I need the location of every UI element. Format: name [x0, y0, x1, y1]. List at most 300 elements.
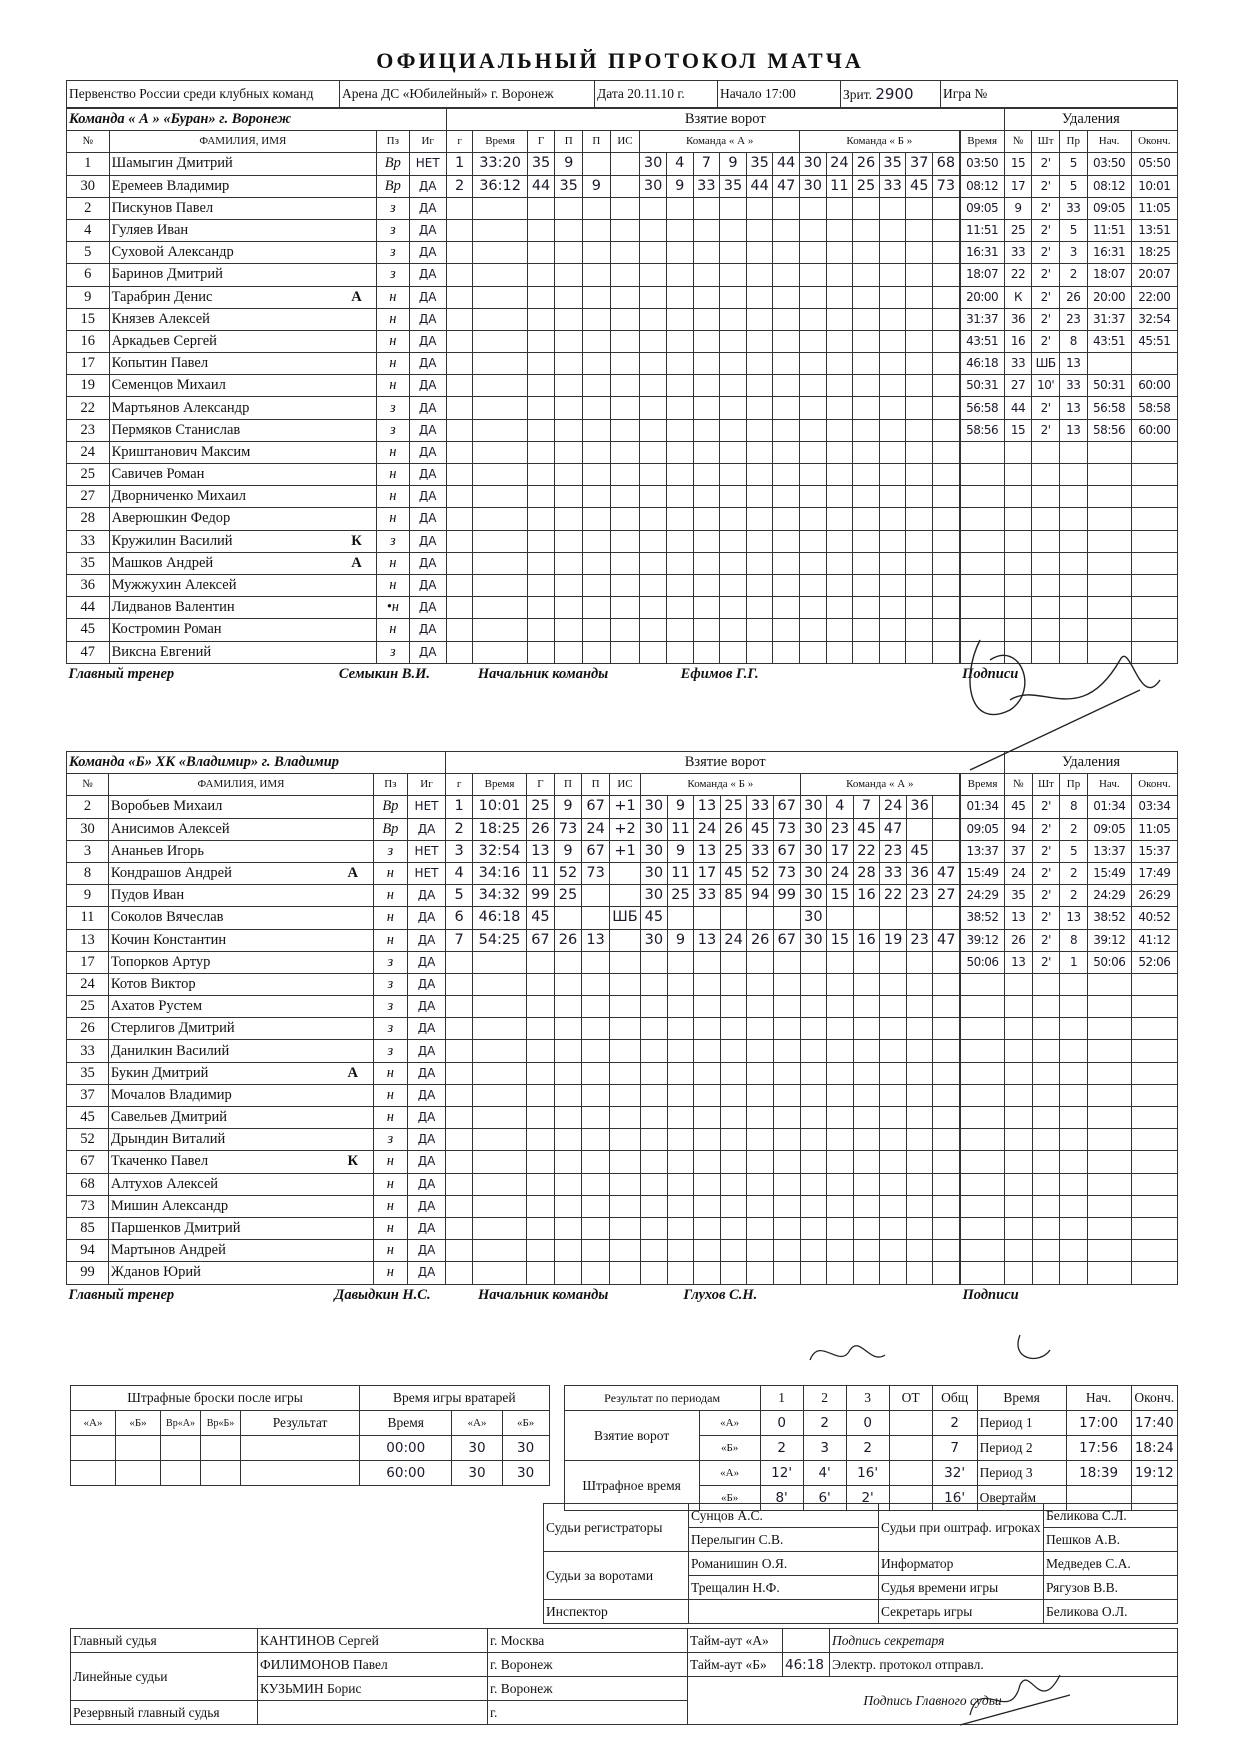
penalty-cell: 45:51: [1131, 330, 1177, 352]
player-name: Соколов Вячеслав: [108, 907, 332, 929]
inspector: [689, 1600, 879, 1624]
penalty-cell: 5: [1060, 840, 1088, 862]
team-chief-label: Начальник команды: [478, 1286, 609, 1303]
player-name: Кружилин Василий: [109, 530, 337, 552]
player-position: н: [374, 885, 408, 907]
player-name: Тарабрин Денис: [109, 286, 337, 308]
goals-header-a: Взятие ворот: [446, 109, 1004, 131]
player-name: Ткаченко Павел: [108, 1151, 332, 1173]
captain-mark: [337, 441, 377, 463]
penalty-cell: 24:29: [1087, 885, 1131, 907]
player-number: 44: [67, 597, 110, 619]
captain-mark: [332, 929, 373, 951]
on-ice-own: 30: [641, 840, 668, 862]
goal-no: 1: [446, 796, 473, 818]
penalty-cell: 2': [1032, 419, 1060, 441]
linesman-1: ФИЛИМОНОВ Павел: [258, 1653, 488, 1677]
player-row: [67, 508, 1178, 530]
goal-no: 1: [446, 153, 473, 175]
player-name: Мартынов Андрей: [108, 1240, 332, 1262]
goal-time: 46:18: [472, 907, 526, 929]
team-a-section: [66, 108, 1178, 685]
date: Дата 20.11.10 г.: [595, 81, 718, 108]
penalty-cell: 2': [1032, 308, 1060, 330]
pim-b-total: 16': [932, 1486, 977, 1511]
on-ice-other: 37: [906, 153, 933, 175]
col-time: Время: [472, 774, 526, 796]
player-position: з: [377, 264, 409, 286]
on-ice-other: 73: [933, 175, 960, 197]
player-row: [67, 1195, 1178, 1217]
on-ice-other: 24: [880, 796, 907, 818]
goal-no: 3: [446, 840, 473, 862]
player-played: ДА: [409, 619, 446, 641]
player-played: ДА: [409, 264, 446, 286]
player-row: [67, 1173, 1178, 1195]
on-ice-own: [747, 907, 774, 929]
player-position: н: [377, 441, 409, 463]
goal-assist2: [582, 885, 610, 907]
tournament: Первенство России среди клубных команд: [67, 81, 340, 108]
on-ice-own: 9: [667, 840, 694, 862]
period-1-header: 1: [760, 1386, 803, 1411]
sh-vra: Вр«А»: [161, 1411, 201, 1436]
penalty-cell: 43:51: [960, 330, 1004, 352]
player-number: 15: [67, 308, 110, 330]
captain-mark: [337, 486, 377, 508]
player-number: 99: [67, 1262, 109, 1284]
col-no: №: [67, 774, 109, 796]
player-number: 19: [67, 375, 110, 397]
player-number: 30: [67, 175, 110, 197]
goal-situation: [609, 862, 640, 884]
penalty-cell: 2': [1032, 219, 1060, 241]
player-row: [67, 1217, 1178, 1239]
player-number: 22: [67, 397, 110, 419]
secretary-signature-label: Подпись секретаря: [830, 1629, 1178, 1653]
player-name: Машков Андрей: [109, 552, 337, 574]
goal-situation: ШБ: [609, 907, 640, 929]
on-ice-other: 45: [906, 175, 933, 197]
gk-a-label: «А»: [452, 1411, 502, 1436]
captain-mark: [337, 397, 377, 419]
player-row: [67, 353, 1178, 375]
penalty-cell: 8: [1060, 929, 1088, 951]
captain-mark: А: [332, 862, 373, 884]
penalty-cell: 16:31: [1087, 242, 1131, 264]
player-name: Виксна Евгений: [109, 641, 337, 663]
player-name: Гуляев Иван: [109, 219, 337, 241]
on-ice-own: 67: [773, 796, 800, 818]
signature-label: Подписи: [962, 665, 1019, 682]
penalty-cell: 17: [1004, 175, 1032, 197]
player-row: [67, 375, 1178, 397]
captain-mark: [337, 574, 377, 596]
captain-mark: [337, 464, 377, 486]
penalty-cell: 15: [1004, 419, 1032, 441]
on-ice-own: 85: [720, 885, 747, 907]
penalty-cell: 35: [1005, 885, 1033, 907]
pim-a-p3: 16': [846, 1461, 889, 1486]
player-played: ДА: [407, 1129, 446, 1151]
penalty-cell: 2': [1032, 929, 1060, 951]
captain-mark: [332, 1084, 373, 1106]
penalty-cell: 01:34: [1087, 796, 1131, 818]
on-ice-other: 68: [933, 153, 960, 175]
penalty-cell: 2': [1032, 286, 1060, 308]
page-title: ОФИЦИАЛЬНЫЙ ПРОТОКОЛ МАТЧА: [376, 48, 864, 73]
goal-assist1: [554, 907, 582, 929]
penalty-judge-2: Пешков А.В.: [1044, 1528, 1178, 1552]
player-row: [67, 1129, 1178, 1151]
sh-a: «А»: [71, 1411, 116, 1436]
player-number: 3: [67, 840, 109, 862]
captain-mark: К: [337, 530, 377, 552]
penalty-cell: 22: [1004, 264, 1032, 286]
captain-mark: [337, 308, 377, 330]
goals-b-p2: 3: [803, 1436, 846, 1461]
player-row: [67, 1107, 1178, 1129]
informer: Медведев С.А.: [1044, 1552, 1178, 1576]
on-ice-own: 45: [720, 862, 747, 884]
penalty-cell: 9: [1004, 197, 1032, 219]
captain-mark: [337, 242, 377, 264]
player-row: [67, 929, 1178, 951]
player-name: Ананьев Игорь: [108, 840, 332, 862]
penalty-cell: 24:29: [961, 885, 1005, 907]
on-ice-other: 35: [879, 153, 906, 175]
signature-scribble-a: [950, 620, 1180, 790]
main-referee-city: г. Москва: [488, 1629, 688, 1653]
col-assist1: П: [554, 774, 582, 796]
captain-mark: [332, 885, 373, 907]
goals-b-p3: 2: [846, 1436, 889, 1461]
player-played: ДА: [407, 951, 446, 973]
team-a-title: Команда « А » «Буран» г. Воронеж: [67, 109, 447, 131]
col-pen-pr: Пр: [1060, 774, 1088, 796]
player-position: н: [374, 1151, 408, 1173]
penalty-cell: 60:00: [1131, 419, 1177, 441]
goal-scorer: 99: [527, 885, 555, 907]
penalty-cell: 13: [1059, 397, 1087, 419]
col-played: Иг: [407, 774, 446, 796]
player-position: н: [374, 1195, 408, 1217]
player-position: з: [377, 397, 409, 419]
penalty-cell: 13: [1059, 419, 1087, 441]
player-name: Мартьянов Александр: [109, 397, 337, 419]
signature-scribble-b: [790, 1330, 1090, 1375]
player-played: ДА: [409, 375, 446, 397]
col-played: Иг: [409, 131, 446, 153]
player-number: 9: [67, 885, 109, 907]
penalty-cell: 09:05: [1087, 197, 1131, 219]
on-ice-other: 30: [800, 907, 827, 929]
head-coach-label: Главный тренер: [68, 1286, 175, 1303]
on-ice-own: 26: [747, 929, 774, 951]
player-row: [67, 1040, 1178, 1062]
player-position: н: [374, 1062, 408, 1084]
penalty-cell: 94: [1005, 818, 1033, 840]
goal-assist1: 25: [554, 885, 582, 907]
penalty-cell: 16: [1004, 330, 1032, 352]
on-ice-other: 23: [827, 818, 854, 840]
col-g: г: [446, 774, 473, 796]
main-referee: КАНТИНОВ Сергей: [258, 1629, 488, 1653]
col-g: г: [446, 131, 473, 153]
inspector-label: Инспектор: [544, 1600, 689, 1624]
penalty-cell: 5: [1059, 153, 1087, 175]
on-ice-own: 11: [667, 818, 694, 840]
goal-situation: +1: [609, 796, 640, 818]
penalty-cell: 8: [1060, 796, 1088, 818]
player-number: 11: [67, 907, 109, 929]
player-position: •н: [377, 597, 409, 619]
penalty-cell: 20:07: [1131, 264, 1177, 286]
player-name: Паршенков Дмитрий: [108, 1217, 332, 1239]
player-number: 45: [67, 1107, 109, 1129]
penalty-cell: 20:00: [1087, 286, 1131, 308]
player-played: ДА: [409, 464, 446, 486]
player-played: ДА: [409, 597, 446, 619]
player-played: НЕТ: [407, 840, 446, 862]
penalty-cell: 58:56: [1087, 419, 1131, 441]
player-position: н: [374, 1084, 408, 1106]
penalty-cell: 2: [1060, 885, 1088, 907]
player-played: НЕТ: [407, 862, 446, 884]
col-name: ФАМИЛИЯ, ИМЯ: [108, 774, 373, 796]
captain-mark: [332, 1018, 373, 1040]
player-position: н: [377, 353, 409, 375]
penalty-cell: 2': [1032, 951, 1060, 973]
on-ice-own: 52: [747, 862, 774, 884]
gk-row1-time: 00:00: [360, 1436, 452, 1461]
player-row: [67, 441, 1178, 463]
on-ice-other: 30: [799, 153, 826, 175]
penalty-judge-1: Беликова С.Л.: [1044, 1504, 1178, 1528]
goal-scorer: 13: [527, 840, 555, 862]
goal-situation: [609, 929, 640, 951]
col-pen-start: Нач.: [1087, 774, 1131, 796]
officials-table: [543, 1503, 1178, 1624]
goals-b-p1: 2: [760, 1436, 803, 1461]
player-name: Ахатов Рустем: [108, 996, 332, 1018]
player-played: ДА: [407, 1062, 446, 1084]
penalty-cell: 15: [1004, 153, 1032, 175]
signature-label: Подписи: [962, 1286, 1019, 1303]
penalty-cell: 31:37: [960, 308, 1004, 330]
player-played: ДА: [407, 1107, 446, 1129]
sh-result: Результат: [241, 1411, 360, 1436]
player-row: [67, 219, 1178, 241]
penalty-cell: 2: [1060, 818, 1088, 840]
col-pen-end: Оконч.: [1131, 774, 1177, 796]
player-number: 16: [67, 330, 110, 352]
captain-mark: [337, 197, 377, 219]
player-played: ДА: [409, 530, 446, 552]
penalty-cell: 10': [1032, 375, 1060, 397]
player-row: [67, 530, 1178, 552]
gk-time-label: Время: [360, 1411, 452, 1436]
player-position: н: [377, 486, 409, 508]
timeout-a-label: Тайм-аут «А»: [688, 1629, 783, 1653]
penalty-cell: 22:00: [1131, 286, 1177, 308]
electronic-protocol-label: Электр. протокол отправл.: [830, 1653, 1178, 1677]
gk-row1-b: 30: [502, 1436, 549, 1461]
goal-scorer: 11: [527, 862, 555, 884]
signature-scribble-c: [950, 1655, 1090, 1735]
on-ice-own: 26: [720, 818, 747, 840]
on-ice-other: 33: [880, 862, 907, 884]
pim-a-p2: 4': [803, 1461, 846, 1486]
penalty-cell: 27: [1004, 375, 1032, 397]
player-row: [67, 574, 1178, 596]
registrars-label: Судьи регистраторы: [544, 1504, 689, 1552]
player-position: н: [377, 619, 409, 641]
goals-a-p1: 0: [760, 1411, 803, 1436]
player-name: Кочин Константин: [108, 929, 332, 951]
period-1-label: Период 1: [977, 1411, 1066, 1436]
player-number: 17: [67, 353, 110, 375]
player-position: н: [377, 375, 409, 397]
captain-mark: [332, 1262, 373, 1284]
player-position: н: [374, 862, 408, 884]
on-ice-other: [933, 796, 960, 818]
penalty-cell: 40:52: [1131, 907, 1177, 929]
col-own-team: Команда « А »: [640, 131, 800, 153]
period-2-end: 18:24: [1131, 1436, 1177, 1461]
penalty-cell: 50:06: [961, 951, 1005, 973]
player-played: ДА: [409, 330, 446, 352]
on-ice-other: 17: [827, 840, 854, 862]
on-ice-other: 45: [853, 818, 880, 840]
player-number: 24: [67, 973, 109, 995]
reserve-referee-label: Резервный главный судья: [71, 1701, 258, 1725]
spectators-value: 2900: [875, 85, 914, 103]
on-ice-other: 24: [826, 153, 853, 175]
player-number: 25: [67, 996, 109, 1018]
head-coach: Семыкин В.И.: [338, 665, 430, 682]
on-ice-other: 7: [853, 796, 880, 818]
goal-assist1: 73: [554, 818, 582, 840]
player-number: 73: [67, 1195, 109, 1217]
penalty-cell: 08:12: [960, 175, 1004, 197]
period-start-label: Нач.: [1066, 1386, 1131, 1411]
on-ice-own: 30: [641, 929, 668, 951]
goals-a-total: 2: [932, 1411, 977, 1436]
goal-situation: [610, 175, 640, 197]
on-ice-other: 30: [799, 175, 826, 197]
goal-assist1: 52: [554, 862, 582, 884]
on-ice-own: 30: [641, 796, 668, 818]
player-name: Савичев Роман: [109, 464, 337, 486]
goal-scorer: 26: [527, 818, 555, 840]
gk-row1-a: 30: [452, 1436, 502, 1461]
pim-b-label: «Б»: [699, 1486, 760, 1511]
player-played: ДА: [407, 1040, 446, 1062]
player-name: Еремеев Владимир: [109, 175, 337, 197]
player-row: [67, 308, 1178, 330]
goal-scorer: 25: [527, 796, 555, 818]
on-ice-own: 33: [694, 885, 721, 907]
player-row: [67, 153, 1178, 175]
on-ice-other: 23: [906, 929, 933, 951]
goals-header-b: Взятие ворот: [446, 752, 1005, 774]
player-played: ДА: [407, 1084, 446, 1106]
penalty-cell: 13: [1060, 907, 1088, 929]
player-row: [67, 818, 1178, 840]
captain-mark: [337, 419, 377, 441]
penalty-cell: 39:12: [961, 929, 1005, 951]
penalty-cell: 03:34: [1131, 796, 1177, 818]
player-number: 9: [67, 286, 110, 308]
penalty-cell: [1087, 353, 1131, 375]
on-ice-own: 33: [747, 840, 774, 862]
goals-b-total: 7: [932, 1436, 977, 1461]
player-name: Костромин Роман: [109, 619, 337, 641]
penalty-cell: 50:31: [960, 375, 1004, 397]
player-position: н: [377, 308, 409, 330]
penalty-cell: 2: [1060, 862, 1088, 884]
on-ice-own: 73: [773, 862, 800, 884]
goals-b-ot: [889, 1436, 932, 1461]
on-ice-other: 19: [880, 929, 907, 951]
player-played: ДА: [407, 1262, 446, 1284]
player-number: 35: [67, 1062, 109, 1084]
on-ice-other: 47: [933, 862, 960, 884]
col-pen-sht: Шт: [1032, 131, 1060, 153]
penalty-cell: 32:54: [1131, 308, 1177, 330]
penalty-cell: 58:56: [960, 419, 1004, 441]
penalty-cell: 33: [1059, 375, 1087, 397]
period-1-end: 17:40: [1131, 1411, 1177, 1436]
col-goal: Г: [527, 774, 555, 796]
player-name: Воробьев Михаил: [108, 796, 332, 818]
on-ice-other: 15: [827, 885, 854, 907]
col-time: Время: [473, 131, 527, 153]
goal-no: 7: [446, 929, 473, 951]
player-played: НЕТ: [409, 153, 446, 175]
captain-mark: А: [337, 286, 377, 308]
reserve-referee: [258, 1701, 488, 1725]
penalty-cell: 23: [1059, 308, 1087, 330]
player-played: ДА: [409, 353, 446, 375]
penalty-cell: 11:51: [960, 219, 1004, 241]
penalty-cell: 01:34: [961, 796, 1005, 818]
goal-no: 2: [446, 818, 473, 840]
penalty-cell: 3: [1059, 242, 1087, 264]
captain-mark: [332, 973, 373, 995]
captain-mark: [337, 641, 377, 663]
on-ice-own: 67: [773, 929, 800, 951]
col-pen-time: Время: [961, 774, 1005, 796]
ot-header: ОТ: [889, 1386, 932, 1411]
player-name: Криштанович Максим: [109, 441, 337, 463]
goal-assist2: 73: [582, 862, 610, 884]
player-number: 4: [67, 219, 110, 241]
penalty-cell: 46:18: [960, 353, 1004, 375]
on-ice-other: [933, 907, 960, 929]
player-number: 45: [67, 619, 110, 641]
player-name: Жданов Юрий: [108, 1262, 332, 1284]
gk-row2-time: 60:00: [360, 1461, 452, 1486]
player-position: з: [374, 1129, 408, 1151]
player-name: Мишин Александр: [108, 1195, 332, 1217]
on-ice-other: 36: [906, 796, 933, 818]
penalty-cell: 43:51: [1087, 330, 1131, 352]
penalty-cell: 11:05: [1131, 818, 1177, 840]
player-number: 33: [67, 1040, 109, 1062]
on-ice-other: 25: [853, 175, 880, 197]
